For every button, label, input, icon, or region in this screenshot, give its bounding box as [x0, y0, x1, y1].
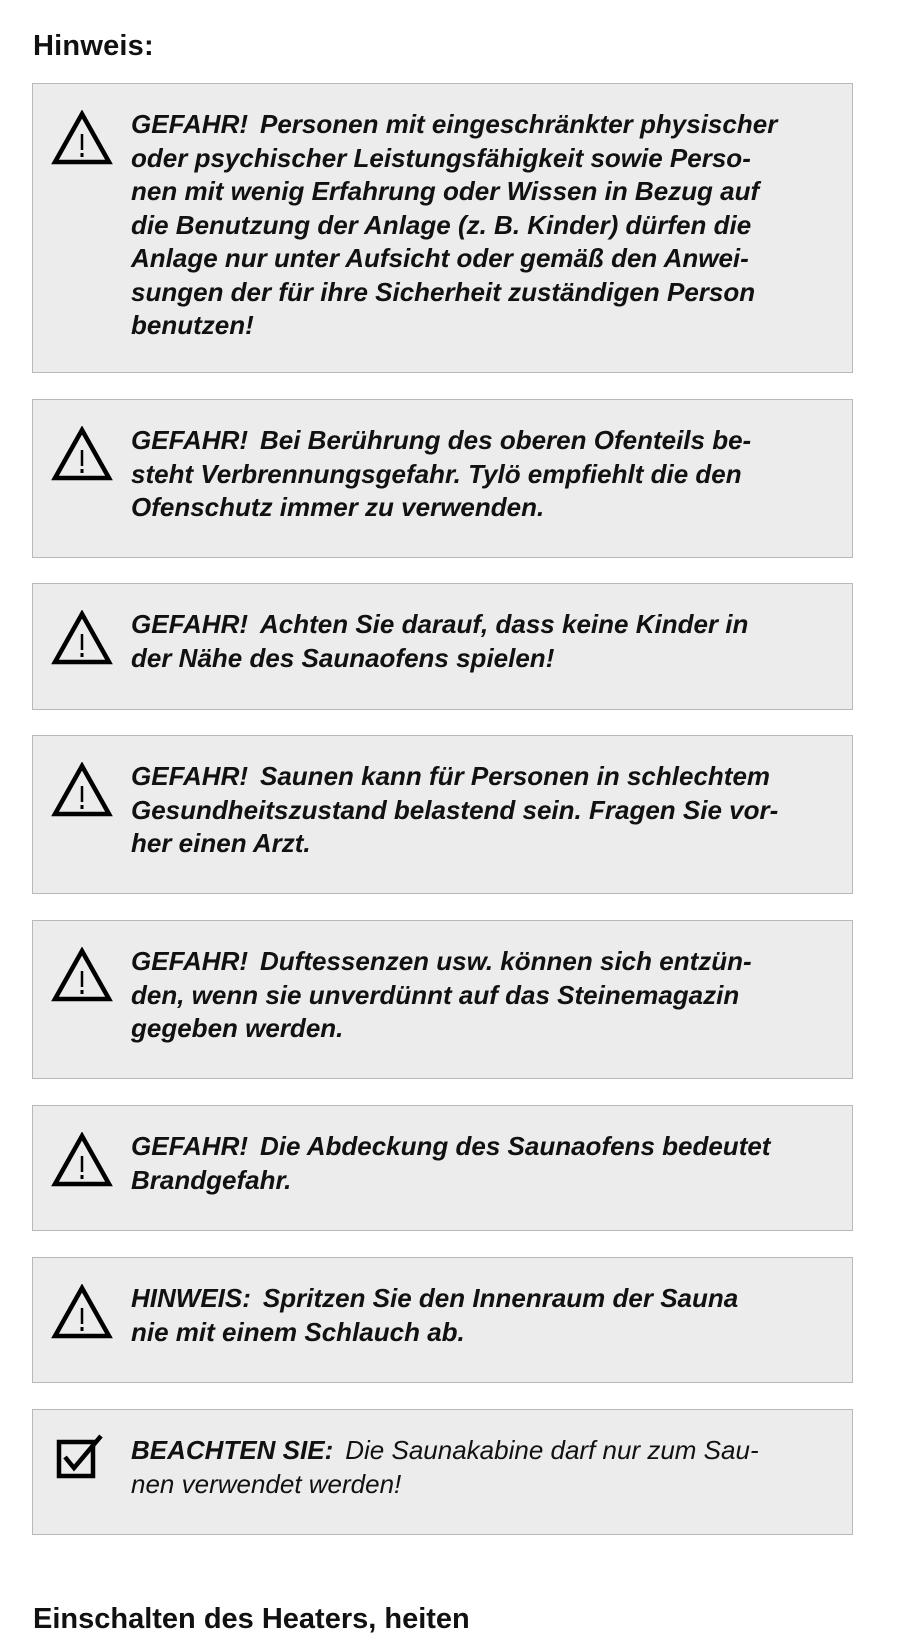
checkbox-checked-icon	[55, 1432, 105, 1480]
info-notice	[32, 1409, 853, 1535]
notice-keyword: GEFAHR!	[131, 761, 248, 791]
warning-triangle-icon	[51, 1284, 113, 1340]
notice-text: GEFAHR! Bei Berührung des oberen Ofenteils be- steht Verbrennungsgefahr. Tylö empfiehlt die den Ofenschutz immer zu verwenden.	[131, 425, 752, 522]
danger-notice	[32, 1105, 853, 1231]
danger-notice	[32, 83, 853, 373]
notice-text: GEFAHR! Saunen kann für Personen in schlechtem Gesundheitszustand belastend sein. Fragen Sie vor- her einen Arzt.	[131, 761, 779, 858]
notice-text: GEFAHR! Personen mit eingeschränkter physischer oder psychischer Leistungsfähigkeit sowie Perso- nen mit wenig Erfahrung oder Wissen in Bezug auf die Benutzung der Anlage (z. B. Kinder) dürfen die Anlage nur unter Aufsicht oder gemäß den Anwei- sungen der für ihre Sicherheit zuständigen Person benutzen!	[131, 109, 778, 340]
warning-triangle-icon	[51, 610, 113, 666]
notice-text: BEACHTEN SIE: Die Saunakabine darf nur zum Sau- nen verwendet werden!	[131, 1435, 759, 1499]
notice-text: GEFAHR! Achten Sie darauf, dass keine Kinder in der Nähe des Saunaofens spielen!	[131, 609, 749, 673]
next-section-heading: Einschalten des Heaters, heiten	[33, 1603, 470, 1635]
danger-notice	[32, 583, 853, 710]
notice-text: GEFAHR! Duftessenzen usw. können sich entzün- den, wenn sie unverdünnt auf das Steinemagazin gegeben werden.	[131, 946, 752, 1043]
notice-keyword: GEFAHR!	[131, 425, 248, 455]
notice-text: HINWEIS: Spritzen Sie den Innenraum der Sauna nie mit einem Schlauch ab.	[131, 1283, 739, 1347]
warning-triangle-icon	[51, 426, 113, 482]
warning-triangle-icon	[51, 762, 113, 818]
notice-keyword: HINWEIS:	[131, 1283, 251, 1313]
warning-triangle-icon	[51, 110, 113, 166]
notice-keyword: GEFAHR!	[131, 109, 248, 139]
danger-notice	[32, 920, 853, 1079]
warning-notice	[32, 1257, 853, 1383]
notice-keyword: GEFAHR!	[131, 1131, 248, 1161]
danger-notice	[32, 399, 853, 558]
notice-keyword: BEACHTEN SIE:	[131, 1435, 334, 1465]
danger-notice	[32, 735, 853, 894]
warning-triangle-icon	[51, 947, 113, 1003]
notice-keyword: GEFAHR!	[131, 609, 248, 639]
section-heading: Hinweis:	[33, 30, 154, 62]
notice-text: GEFAHR! Die Abdeckung des Saunaofens bedeutet Brandgefahr.	[131, 1131, 771, 1195]
notice-keyword: GEFAHR!	[131, 946, 248, 976]
warning-triangle-icon	[51, 1132, 113, 1188]
